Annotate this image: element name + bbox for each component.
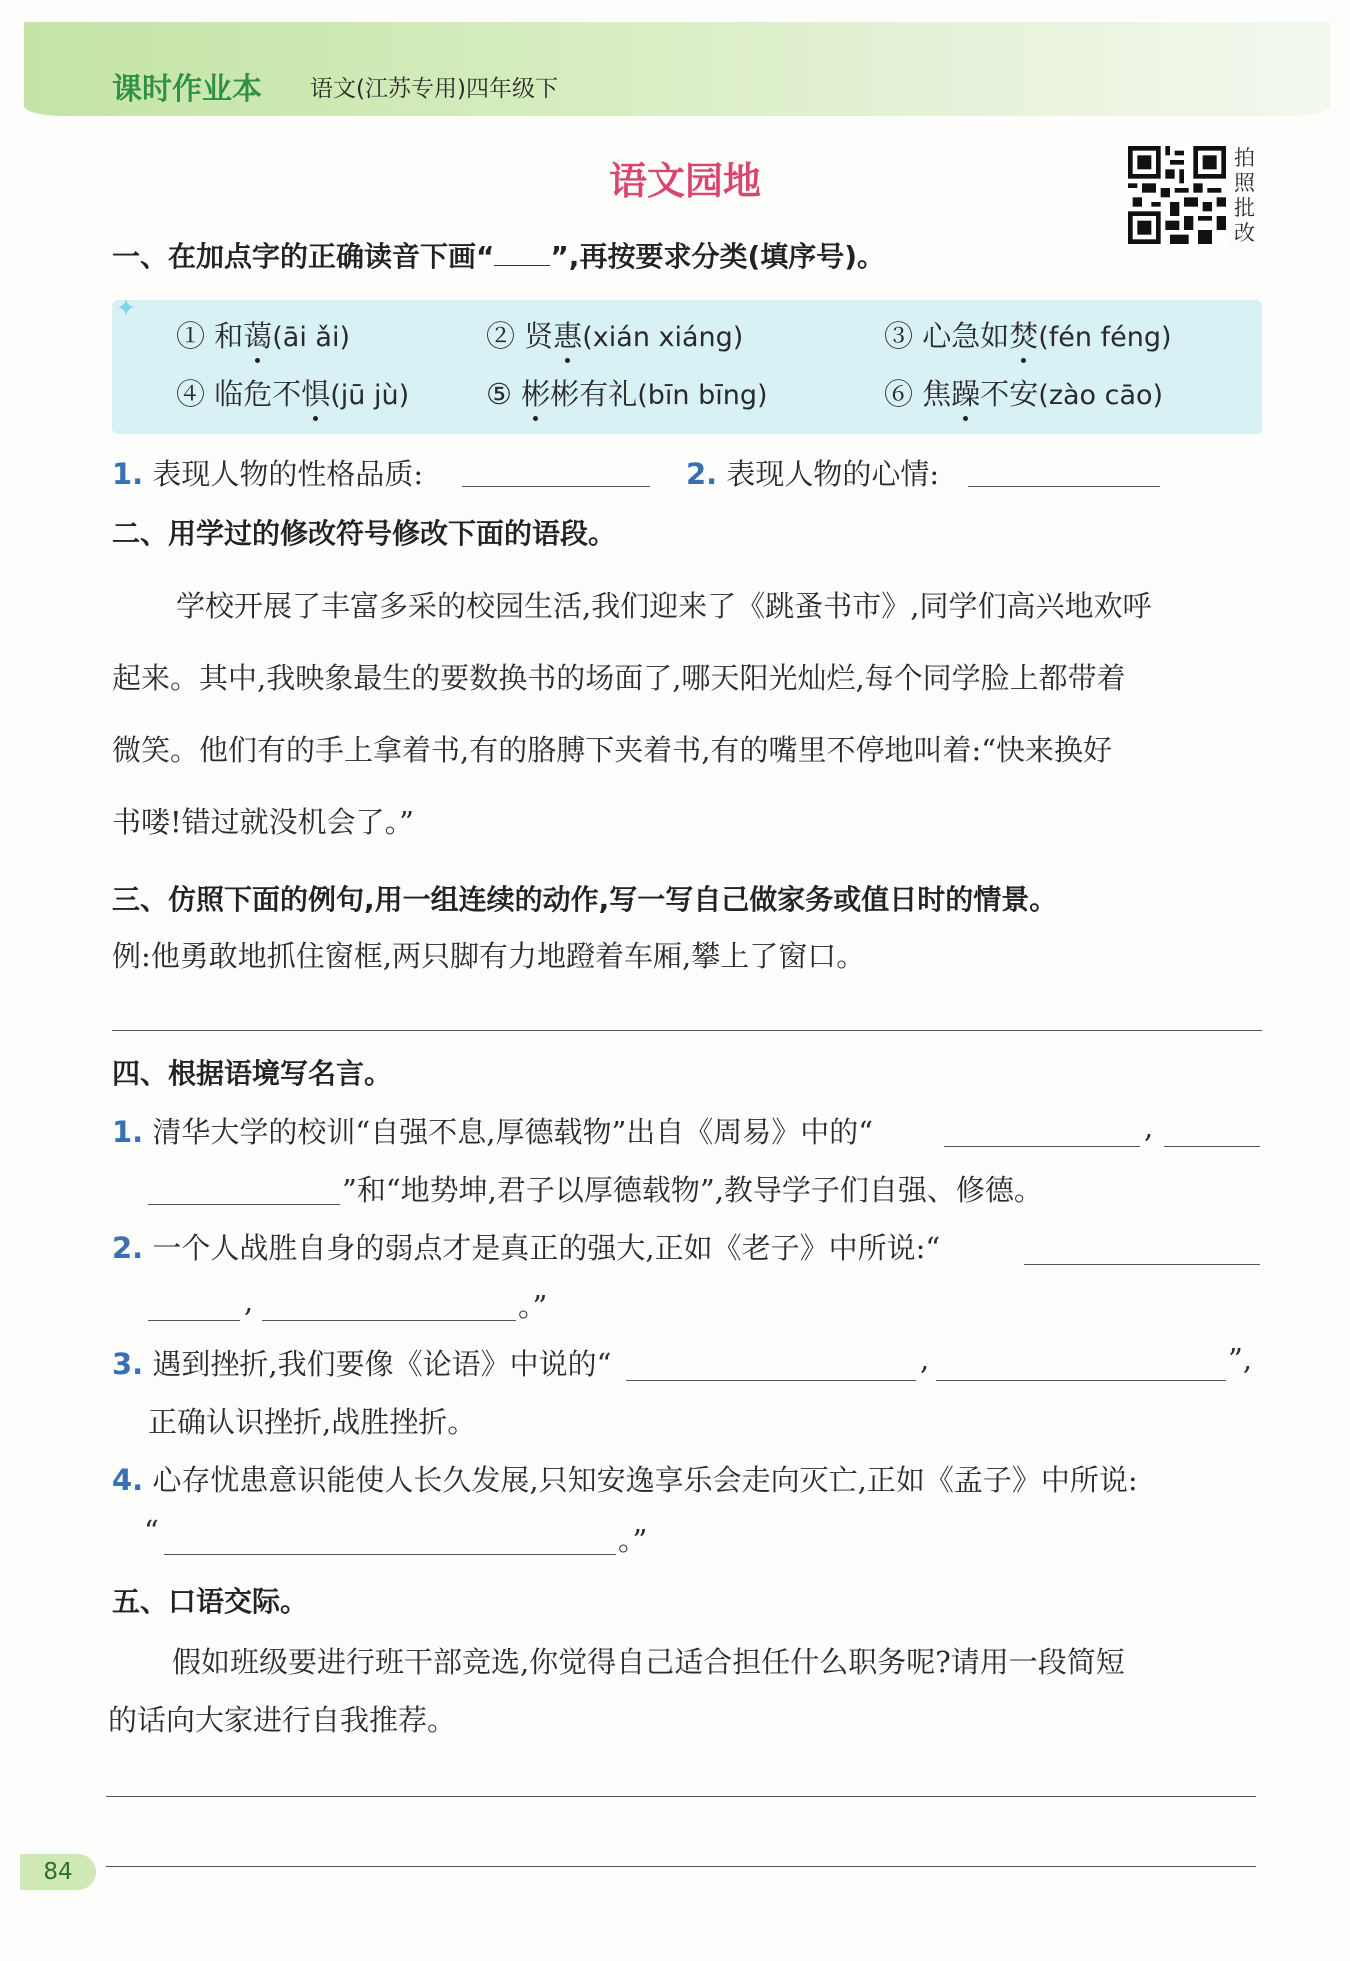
s4-q1-comma: ,	[1144, 1110, 1154, 1144]
s4-q3-comma: ,	[920, 1342, 930, 1376]
option-4[interactable]: ④ 临危不惧(jū jù)	[176, 372, 409, 413]
section2-heading: 二、用学过的修改符号修改下面的语段。	[112, 517, 617, 550]
s4-q4-end: 。”	[618, 1523, 648, 1557]
s4-q2-blank1[interactable]	[1024, 1264, 1260, 1265]
qr-label: 拍照批改	[1234, 146, 1255, 245]
s4-q4-line1: 4. 心存忧患意识能使人长久发展,只知安逸享乐会走向灭亡,正如《孟子》中所说:	[112, 1463, 1138, 1497]
qr-code-icon[interactable]	[1128, 146, 1226, 244]
s5-answer-line-1[interactable]	[106, 1796, 1256, 1797]
s1-question-1: 1. 表现人物的性格品质:	[112, 457, 424, 491]
s1-answer-1[interactable]	[462, 486, 650, 487]
s4-q1-blank2-cont[interactable]	[148, 1204, 340, 1205]
s4-q2-end: 。”	[518, 1289, 548, 1323]
option-5[interactable]: ⑤ 彬彬有礼(bīn bīng)	[486, 372, 768, 413]
s2-line-1: 学校开展了丰富多采的校园生活,我们迎来了《跳蚤书市》,同学们高兴地欢呼	[176, 589, 1152, 623]
brand-name: 课时作业本	[112, 72, 262, 107]
s4-q3-line2: 正确认识挫折,战胜挫折。	[148, 1405, 477, 1439]
s4-q2-blank1-cont[interactable]	[148, 1320, 240, 1321]
section5-heading: 五、口语交际。	[112, 1585, 309, 1618]
section1-heading: 一、在加点字的正确读音下画“ ”,再按要求分类(填序号)。	[112, 240, 886, 273]
s2-line-2: 起来。其中,我映象最生的要数换书的场面了,哪天阳光灿烂,每个同学脸上都带着	[112, 661, 1126, 695]
s4-q3-line1: 3. 遇到挫折,我们要像《论语》中说的“	[112, 1347, 612, 1381]
sparkle-icon: ✦	[116, 294, 137, 322]
page-title: 语文园地	[608, 159, 761, 203]
section4-heading: 四、根据语境写名言。	[112, 1057, 393, 1090]
s4-q1-blank1[interactable]	[944, 1146, 1140, 1147]
option-3[interactable]: ③ 心急如焚(fén féng)	[884, 314, 1172, 355]
s3-answer-line[interactable]	[112, 1030, 1262, 1031]
s4-q1-blank2[interactable]	[1164, 1146, 1260, 1147]
option-2[interactable]: ② 贤惠(xián xiáng)	[486, 314, 743, 355]
s2-line-4: 书喽!错过就没机会了。”	[112, 805, 414, 839]
subject-label: 语文(江苏专用)四年级下	[310, 76, 558, 102]
s5-line-2: 的话向大家进行自我推荐。	[108, 1703, 457, 1737]
s5-line-1: 假如班级要进行班干部竞选,你觉得自己适合担任什么职务呢?请用一段简短	[172, 1645, 1125, 1679]
page-number: 84	[20, 1854, 96, 1890]
s3-example: 例:他勇敢地抓住窗框,两只脚有力地蹬着车厢,攀上了窗口。	[112, 939, 866, 973]
section3-heading: 三、仿照下面的例句,用一组连续的动作,写一写自己做家务或值日时的情景。	[112, 883, 1058, 916]
s5-answer-line-2[interactable]	[106, 1866, 1256, 1867]
underline-sample	[494, 265, 550, 266]
s4-q4-blank[interactable]	[164, 1554, 616, 1555]
s2-line-3: 微笑。他们有的手上拿着书,有的胳膊下夹着书,有的嘴里不停地叫着:“快来换好	[112, 733, 1113, 767]
s4-q3-close: ”,	[1228, 1342, 1253, 1376]
s4-q4-open: “	[144, 1514, 159, 1548]
option-6[interactable]: ⑥ 焦躁不安(zào cāo)	[884, 372, 1163, 413]
s4-q3-blank2[interactable]	[936, 1380, 1226, 1381]
s4-q2-line1: 2. 一个人战胜自身的弱点才是真正的强大,正如《老子》中所说:“	[112, 1231, 941, 1265]
s4-q1-line2: ”和“地势坤,君子以厚德载物”,教导学子们自强、修德。	[342, 1173, 1043, 1207]
s4-q1-line1: 1. 清华大学的校训“自强不息,厚德载物”出自《周易》中的“	[112, 1115, 874, 1149]
s1-answer-2[interactable]	[968, 486, 1160, 487]
s4-q3-blank1[interactable]	[626, 1380, 916, 1381]
s1-question-2: 2. 表现人物的心情:	[686, 457, 940, 491]
s4-q2-comma: ,	[244, 1284, 254, 1318]
option-1[interactable]: ① 和蔼(āi ǎi)	[176, 314, 350, 355]
s4-q2-blank2[interactable]	[262, 1320, 516, 1321]
